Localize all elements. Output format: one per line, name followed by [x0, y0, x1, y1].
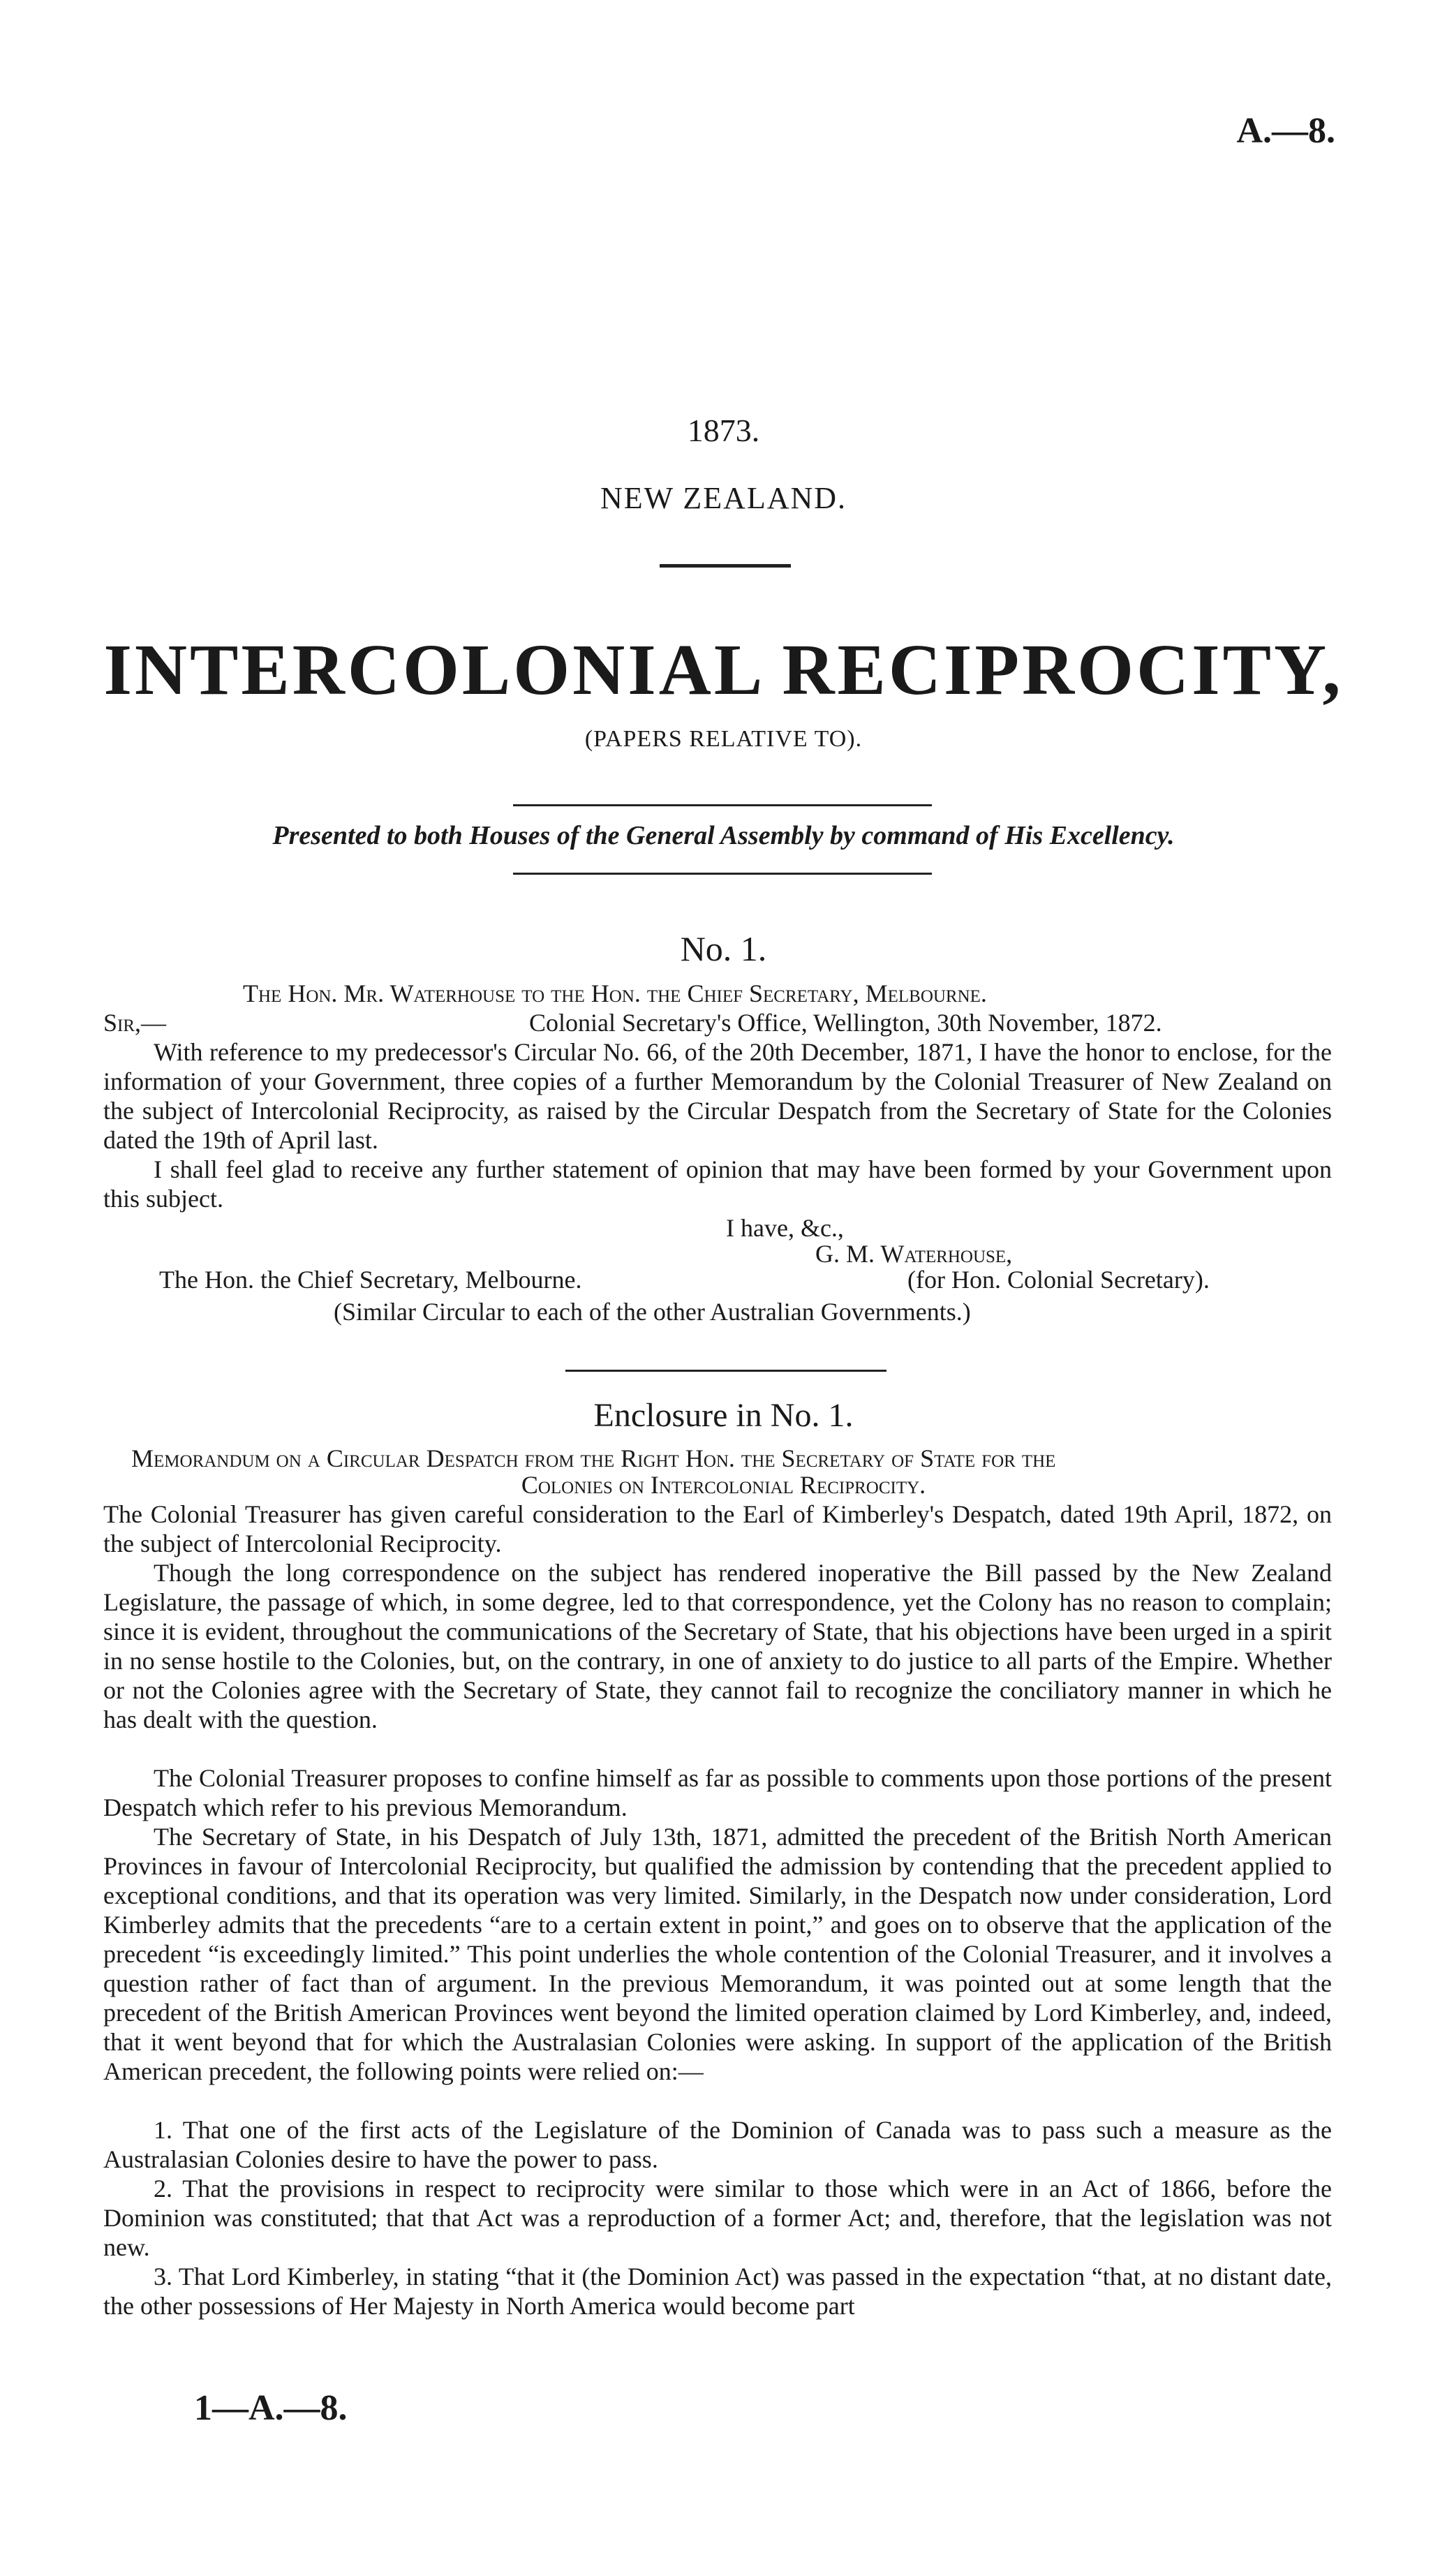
- memo-paragraph: The Secretary of State, in his Despatch of July 13th, 1871, admitted the precedent of the British North American Provinces in favour of Intercolonial Reciprocity, but qualified the admission by contending that the precedent applied to exceptional conditions, and that its operation was very limited. Similarly, in the Despatch now under consideration, Lord Kimberley admits that the precedents “are to a certain extent in point,” and goes on to observe that the application of the precedent “is exceedingly limited.” This point underlies the whole contention of the Colonial Treasurer, and it involves a question rather of fact than of argument. In the previous Memorandum, it was pointed out at some length that the precedent of the British American Provinces went beyond the limited operation claimed by Lord Kimberley, and, indeed, that it went beyond that for which the Australasian Colonies were asking. In support of the application of the British American precedent, the following points were relied on:—: [103, 1823, 1332, 2085]
- memo-paragraph: The Colonial Treasurer proposes to confine himself as far as possible to comments upon those portions of the present Despatch which refer to his previous Memorandum.: [103, 1764, 1332, 1821]
- document-subtitle: (PAPERS RELATIVE TO).: [584, 726, 863, 752]
- memo-point: 1. That one of the first acts of the Legislature of the Dominion of Canada was to pass such a measure as the Australasian Colonies desire to have the power to pass.: [103, 2116, 1332, 2173]
- divider-rule: [660, 564, 791, 568]
- letter-signatory-note: (for Hon. Colonial Secretary).: [907, 1266, 1210, 1294]
- divider-rule: [513, 873, 932, 875]
- section-heading-no1: No. 1.: [680, 929, 767, 968]
- letter-paragraph: I shall feel glad to receive any further statement of opinion that may have been formed by your Government upon this subject.: [103, 1155, 1332, 1213]
- divider-rule: [513, 804, 932, 806]
- letter-from-to: The Hon. Mr. Waterhouse to the Hon. the Chief Secretary, Melbourne.: [243, 979, 987, 1007]
- page-reference: A.—8.: [1236, 111, 1335, 151]
- letter-paragraph: With reference to my predecessor's Circular No. 66, of the 20th December, 1871, I have the honor to enclose, for the information of your Government, three copies of a further Memorandum by the Colonial Treasurer of New Zealand on the subject of Intercolonial Reciprocity, as raised by the Circular Despatch from the Secretary of State for the Colonies dated the 19th of April last.: [103, 1038, 1332, 1154]
- letter-addressee: The Hon. the Chief Secretary, Melbourne.: [159, 1266, 582, 1294]
- letter-similar-note: (Similar Circular to each of the other Australian Governments.): [334, 1298, 971, 1326]
- memo-paragraph: Though the long correspondence on the subject has rendered inoperative the Bill passed by the New Zealand Legislature, the passage of which, in some degree, led to that correspondence, yet the Colony has no reason to complain; since it is evident, throughout the communications of the Secretary of State, that his objections have been urged in a spirit in no sense hostile to the Colonies, but, on the contrary, in one of anxiety to do justice to all parts of the Empire. Whether or not the Colonies agree with the Secretary of State, they cannot fail to recognize the conciliatory manner in which he has dealt with the question.: [103, 1559, 1332, 1733]
- presented-note: Presented to both Houses of the General Assembly by command of His Excellency.: [272, 821, 1175, 850]
- memo-title-continued: Colonies on Intercolonial Reciprocity.: [521, 1471, 926, 1499]
- letter-closing: I have, &c.,: [726, 1214, 844, 1242]
- footer-page-reference: 1—A.—8.: [194, 2388, 348, 2428]
- document-year: 1873.: [687, 413, 760, 448]
- memo-paragraph: The Colonial Treasurer has given careful consideration to the Earl of Kimberley's Despatch, dated 19th April, 1872, on the subject of Intercolonial Reciprocity.: [103, 1500, 1332, 1557]
- document-country: NEW ZEALAND.: [600, 481, 847, 515]
- memo-point: 3. That Lord Kimberley, in stating “that it (the Dominion Act) was passed in the expectation “that, at no distant date, the other possessions of Her Majesty in North America would become part: [103, 2263, 1332, 2320]
- divider-rule: [565, 1370, 886, 1372]
- document-title: INTERCOLONIAL RECIPROCITY,: [103, 630, 1344, 710]
- section-heading-enclosure: Enclosure in No. 1.: [593, 1397, 854, 1434]
- letter-signature: G. M. Waterhouse,: [815, 1240, 1013, 1268]
- letter-office: Colonial Secretary's Office, Wellington, 30th November, 1872.: [529, 1009, 1162, 1037]
- memo-point: 2. That the provisions in respect to reciprocity were similar to those which were in an Act of 1866, before the Dominion was constituted; that that Act was a reproduction of a former Act; and, therefore, that the legislation was not new.: [103, 2175, 1332, 2261]
- memo-title: Memorandum on a Circular Despatch from the Right Hon. the Secretary of State for the: [131, 1444, 1056, 1472]
- letter-salutation: Sir,—: [103, 1009, 167, 1037]
